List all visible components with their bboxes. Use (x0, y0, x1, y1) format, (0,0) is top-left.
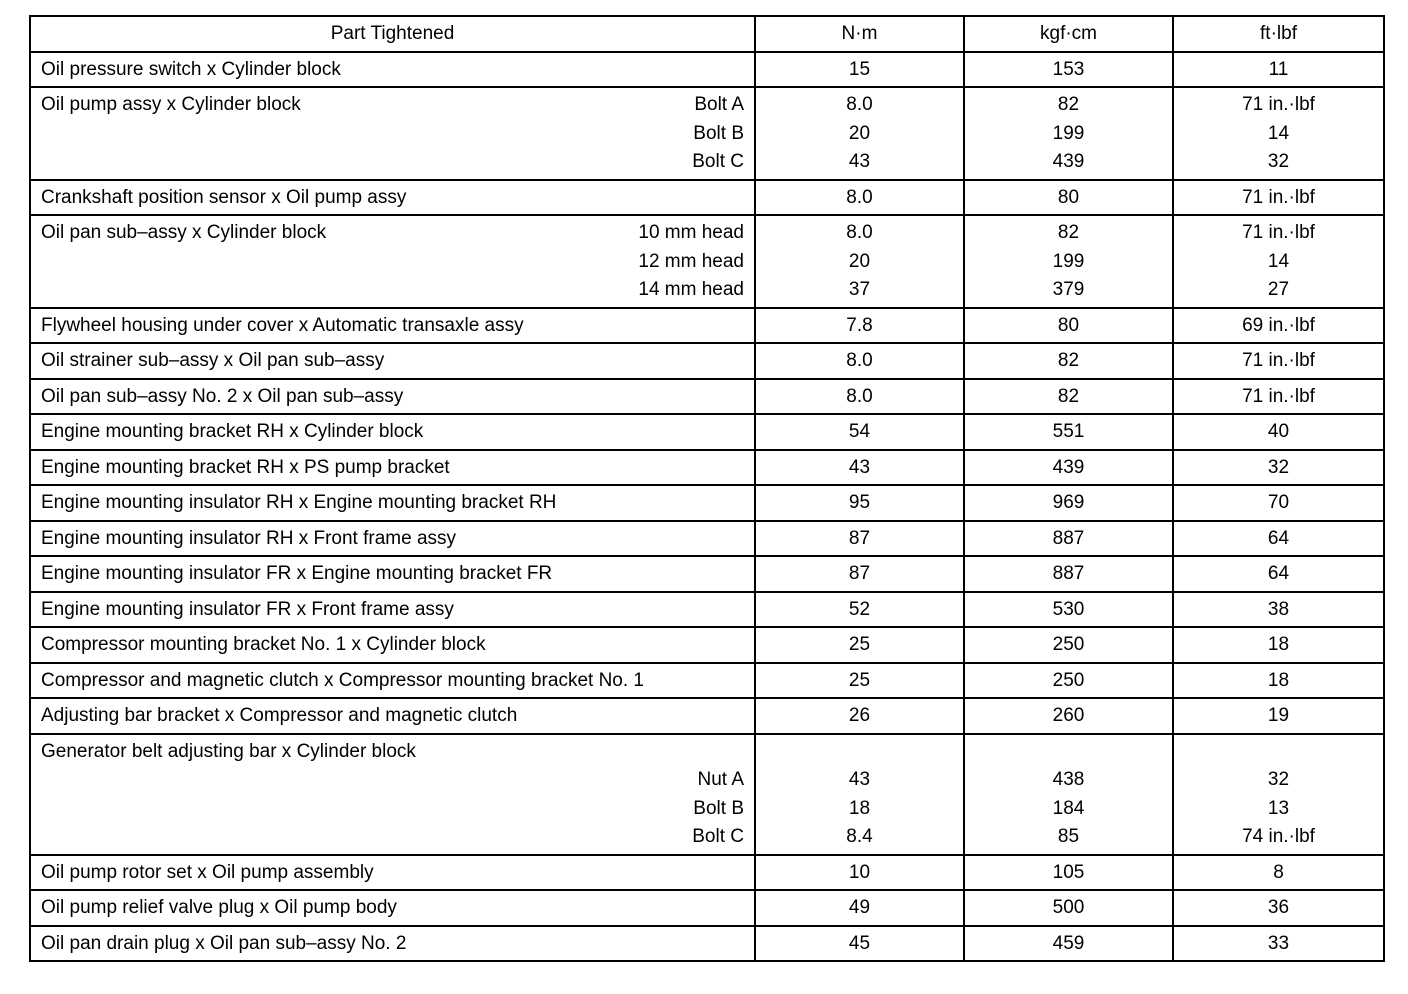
part-name: Engine mounting insulator FR x Front frame assy (41, 598, 454, 620)
part-cell (30, 663, 755, 699)
value: 887 (1052, 527, 1085, 549)
nm-cell (755, 52, 964, 88)
table-row (30, 308, 1384, 344)
value: 87 (848, 563, 871, 584)
part-cell (30, 521, 755, 557)
value: 8.0 (846, 350, 873, 371)
nm-cell (755, 485, 964, 521)
value: 82 (1057, 385, 1080, 407)
value: 80 (1057, 314, 1080, 336)
nm-cell (755, 308, 964, 344)
value: 32 (1267, 151, 1290, 172)
value: 439 (1052, 151, 1085, 172)
ft-lbf-cell (1173, 556, 1384, 592)
value: 69 in.·lbf (1242, 314, 1315, 336)
table-row (30, 215, 1384, 308)
sub-label: Bolt C (692, 151, 744, 172)
nm-cell (755, 379, 964, 415)
part-cell (30, 627, 755, 663)
value: 82 (1057, 222, 1080, 243)
kgf-cm-cell (964, 592, 1173, 628)
value: 54 (848, 421, 871, 442)
nm-cell (755, 556, 964, 592)
value: 439 (1052, 456, 1085, 478)
torque-spec-table (29, 15, 1385, 962)
kgf-cm-cell (964, 521, 1173, 557)
table-row (30, 343, 1384, 379)
value: 18 (1267, 634, 1290, 655)
ft-lbf-cell (1173, 663, 1384, 699)
kgf-cm-cell (964, 556, 1173, 592)
value: 530 (1052, 598, 1085, 620)
part-name: Engine mounting insulator FR x Engine mounting bracket FR (41, 563, 553, 584)
header-nm: N·m (755, 16, 964, 52)
value: 10 (848, 861, 871, 883)
table-row (30, 926, 1384, 962)
value: 199 (1052, 250, 1085, 272)
kgf-cm-cell (964, 890, 1173, 926)
part-cell (30, 379, 755, 415)
part-cell (30, 926, 755, 962)
part-name: Oil pan sub–assy No. 2 x Oil pan sub–assy (41, 385, 404, 407)
value: 70 (1267, 492, 1290, 513)
ft-lbf-cell (1173, 521, 1384, 557)
value: 71 in.·lbf (1242, 385, 1315, 407)
value: 8.0 (846, 222, 873, 243)
value: 18 (848, 797, 871, 819)
value: 8.0 (846, 385, 873, 407)
nm-cell (755, 215, 964, 308)
part-name: Oil pan sub–assy x Cylinder block (41, 222, 327, 243)
value: 887 (1052, 563, 1085, 584)
part-cell (30, 734, 755, 855)
nm-cell (755, 627, 964, 663)
part-name: Engine mounting insulator RH x Engine mounting bracket RH (41, 492, 557, 513)
table-row (30, 485, 1384, 521)
ft-lbf-cell (1173, 926, 1384, 962)
table-row (30, 890, 1384, 926)
header-row (30, 16, 1384, 52)
ft-lbf-cell (1173, 627, 1384, 663)
value: 36 (1267, 897, 1290, 918)
table-row (30, 414, 1384, 450)
spacer-line (756, 738, 963, 767)
value: 500 (1052, 897, 1085, 918)
ft-lbf-cell (1173, 592, 1384, 628)
nm-cell (755, 926, 964, 962)
value: 26 (848, 705, 871, 726)
part-cell (30, 52, 755, 88)
part-name: Oil pump relief valve plug x Oil pump body (41, 897, 397, 918)
ft-lbf-cell (1173, 450, 1384, 486)
value: 7.8 (846, 314, 873, 336)
value: 19 (1267, 705, 1290, 726)
part-name: Oil pump assy x Cylinder block (41, 94, 301, 115)
spacer-line (1174, 738, 1383, 767)
ft-lbf-cell (1173, 308, 1384, 344)
value: 250 (1052, 669, 1085, 691)
value: 64 (1267, 563, 1290, 584)
value: 87 (848, 527, 871, 549)
sub-label: 10 mm head (638, 222, 744, 243)
ft-lbf-cell (1173, 180, 1384, 216)
part-name: Engine mounting insulator RH x Front frame assy (41, 527, 457, 549)
value: 105 (1052, 861, 1085, 883)
table-row (30, 556, 1384, 592)
kgf-cm-cell (964, 627, 1173, 663)
table-row (30, 663, 1384, 699)
table-body (30, 52, 1384, 962)
table-row (30, 52, 1384, 88)
sub-label: 14 mm head (638, 279, 744, 300)
value: 18 (1267, 669, 1290, 691)
ft-lbf-cell (1173, 485, 1384, 521)
part-name: Oil pan drain plug x Oil pan sub–assy No. 2 (41, 932, 407, 954)
nm-cell (755, 890, 964, 926)
value: 74 in.·lbf (1242, 826, 1315, 847)
sub-labels (692, 91, 744, 177)
ft-lbf-cell (1173, 855, 1384, 891)
nm-cell (755, 734, 964, 855)
value: 260 (1052, 705, 1085, 726)
value: 43 (848, 769, 871, 790)
value: 20 (848, 122, 871, 144)
nm-cell (755, 180, 964, 216)
ft-lbf-cell (1173, 734, 1384, 855)
value: 153 (1052, 58, 1085, 80)
value: 13 (1267, 797, 1290, 819)
nm-cell (755, 698, 964, 734)
part-name: Compressor mounting bracket No. 1 x Cylinder block (41, 634, 486, 655)
nm-cell (755, 414, 964, 450)
nm-cell (755, 521, 964, 557)
value: 8.0 (846, 186, 873, 208)
value: 14 (1267, 122, 1290, 144)
value: 64 (1267, 527, 1290, 549)
value: 43 (848, 456, 871, 478)
part-name: Oil pump rotor set x Oil pump assembly (41, 861, 374, 883)
value: 49 (848, 897, 871, 918)
table-row (30, 450, 1384, 486)
header-part-tightened: Part Tightened (30, 16, 755, 52)
part-cell (30, 180, 755, 216)
value: 71 in.·lbf (1242, 350, 1315, 371)
value: 27 (1267, 279, 1290, 300)
nm-cell (755, 450, 964, 486)
sub-labels (638, 219, 744, 305)
part-cell (30, 855, 755, 891)
spacer-line (965, 738, 1172, 767)
value: 71 in.·lbf (1242, 222, 1315, 243)
ft-lbf-cell (1173, 379, 1384, 415)
value: 80 (1057, 186, 1080, 208)
table-header (30, 16, 1384, 52)
ft-lbf-cell (1173, 890, 1384, 926)
nm-cell (755, 343, 964, 379)
part-cell (30, 698, 755, 734)
value: 379 (1052, 279, 1085, 300)
sub-label: Bolt B (693, 797, 744, 819)
part-name: Oil strainer sub–assy x Oil pan sub–assy (41, 350, 385, 371)
sub-label: Nut A (697, 769, 744, 790)
value: 95 (848, 492, 871, 513)
nm-cell (755, 592, 964, 628)
value: 250 (1052, 634, 1085, 655)
part-cell (30, 556, 755, 592)
value: 8.0 (846, 94, 873, 115)
part-cell (30, 890, 755, 926)
value: 71 in.·lbf (1242, 94, 1315, 115)
sub-labels (41, 766, 744, 852)
ft-lbf-cell (1173, 87, 1384, 180)
kgf-cm-cell (964, 485, 1173, 521)
part-cell (30, 450, 755, 486)
value: 43 (848, 151, 871, 172)
kgf-cm-cell (964, 698, 1173, 734)
kgf-cm-cell (964, 734, 1173, 855)
kgf-cm-cell (964, 414, 1173, 450)
value: 25 (848, 669, 871, 691)
table-row (30, 87, 1384, 180)
nm-cell (755, 87, 964, 180)
part-name: Generator belt adjusting bar x Cylinder block (41, 740, 416, 762)
value: 20 (848, 250, 871, 272)
part-name: Engine mounting bracket RH x PS pump bracket (41, 456, 450, 478)
value: 37 (848, 279, 871, 300)
value: 969 (1052, 492, 1085, 513)
part-cell (30, 485, 755, 521)
nm-cell (755, 663, 964, 699)
table-row (30, 855, 1384, 891)
header-ft-lbf: ft·lbf (1173, 16, 1384, 52)
ft-lbf-cell (1173, 343, 1384, 379)
header-kgf-cm: kgf·cm (964, 16, 1173, 52)
ft-lbf-cell (1173, 698, 1384, 734)
part-cell (30, 215, 755, 308)
value: 40 (1267, 421, 1290, 442)
ft-lbf-cell (1173, 52, 1384, 88)
value: 438 (1052, 769, 1085, 790)
sub-label: Bolt A (694, 94, 744, 115)
kgf-cm-cell (964, 180, 1173, 216)
value: 551 (1052, 421, 1085, 442)
value: 32 (1267, 456, 1290, 478)
kgf-cm-cell (964, 215, 1173, 308)
value: 459 (1052, 932, 1085, 954)
part-cell (30, 308, 755, 344)
value: 184 (1052, 797, 1085, 819)
kgf-cm-cell (964, 379, 1173, 415)
value: 82 (1057, 350, 1080, 371)
value: 33 (1267, 932, 1290, 954)
value: 15 (848, 58, 871, 80)
value: 8 (1273, 861, 1284, 883)
kgf-cm-cell (964, 52, 1173, 88)
kgf-cm-cell (964, 450, 1173, 486)
part-name: Compressor and magnetic clutch x Compressor mounting bracket No. 1 (41, 669, 644, 691)
value: 25 (848, 634, 871, 655)
part-cell (30, 414, 755, 450)
kgf-cm-cell (964, 308, 1173, 344)
ft-lbf-cell (1173, 414, 1384, 450)
sub-label: 12 mm head (638, 250, 744, 272)
value: 199 (1052, 122, 1085, 144)
value: 8.4 (846, 826, 873, 847)
table-row (30, 521, 1384, 557)
part-name: Oil pressure switch x Cylinder block (41, 58, 341, 80)
part-name: Flywheel housing under cover x Automatic transaxle assy (41, 314, 524, 336)
part-name: Engine mounting bracket RH x Cylinder block (41, 421, 424, 442)
part-cell (30, 87, 755, 180)
sub-label: Bolt C (692, 826, 744, 847)
table-row (30, 379, 1384, 415)
table-row (30, 627, 1384, 663)
value: 14 (1267, 250, 1290, 272)
kgf-cm-cell (964, 663, 1173, 699)
value: 32 (1267, 769, 1290, 790)
value: 52 (848, 598, 871, 620)
sub-label: Bolt B (693, 122, 744, 144)
part-cell (30, 592, 755, 628)
kgf-cm-cell (964, 926, 1173, 962)
ft-lbf-cell (1173, 215, 1384, 308)
value: 85 (1057, 826, 1080, 847)
table-row (30, 180, 1384, 216)
nm-cell (755, 855, 964, 891)
value: 11 (1268, 58, 1289, 80)
table-row (30, 698, 1384, 734)
value: 71 in.·lbf (1242, 186, 1315, 208)
part-name: Adjusting bar bracket x Compressor and magnetic clutch (41, 705, 518, 726)
kgf-cm-cell (964, 343, 1173, 379)
value: 82 (1057, 94, 1080, 115)
table-row (30, 592, 1384, 628)
part-name: Crankshaft position sensor x Oil pump assy (41, 186, 407, 208)
part-cell (30, 343, 755, 379)
kgf-cm-cell (964, 855, 1173, 891)
value: 38 (1267, 598, 1290, 620)
value: 45 (848, 932, 871, 954)
table-row (30, 734, 1384, 855)
kgf-cm-cell (964, 87, 1173, 180)
